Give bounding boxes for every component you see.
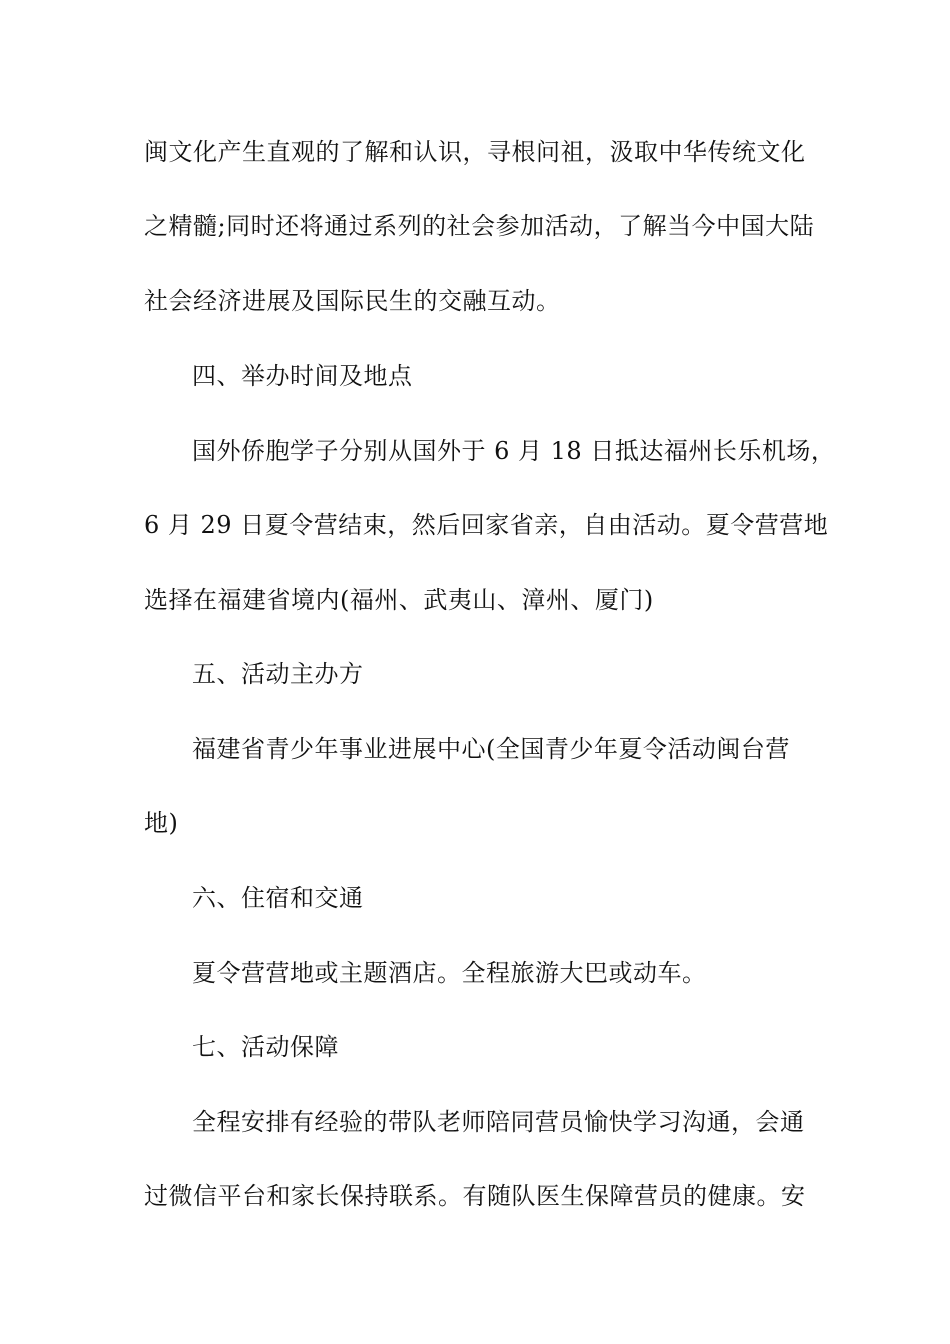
section-heading-4: 四、举办时间及地点	[192, 362, 413, 390]
paragraph-line: 过微信平台和家长保持联系。有随队医生保障营员的健康。安	[144, 1182, 806, 1210]
section-heading-6: 六、住宿和交通	[192, 884, 364, 912]
paragraph-line: 选择在福建省境内(福州、武夷山、漳州、厦门)	[144, 586, 654, 614]
section-heading-7: 七、活动保障	[192, 1033, 339, 1061]
paragraph-line: 6 月 29 日夏令营结束，然后回家省亲，自由活动。夏令营营地	[144, 511, 829, 539]
paragraph-line: 夏令营营地或主题酒店。全程旅游大巴或动车。	[192, 959, 707, 987]
paragraph-line: 国外侨胞学子分别从国外于 6 月 18 日抵达福州长乐机场，	[192, 437, 836, 465]
paragraph-line: 地)	[144, 809, 179, 837]
paragraph-line: 福建省青少年事业进展中心(全国青少年夏令活动闽台营	[192, 735, 790, 763]
section-heading-5: 五、活动主办方	[192, 660, 364, 688]
paragraph-line: 全程安排有经验的带队老师陪同营员愉快学习沟通，会通	[192, 1108, 805, 1136]
paragraph-line: 闽文化产生直观的了解和认识，寻根问祖，汲取中华传统文化	[144, 138, 806, 166]
paragraph-line: 社会经济进展及国际民生的交融互动。	[144, 287, 561, 315]
paragraph-line: 之精髓;同时还将通过系列的社会参加活动，了解当今中国大陆	[144, 212, 815, 240]
